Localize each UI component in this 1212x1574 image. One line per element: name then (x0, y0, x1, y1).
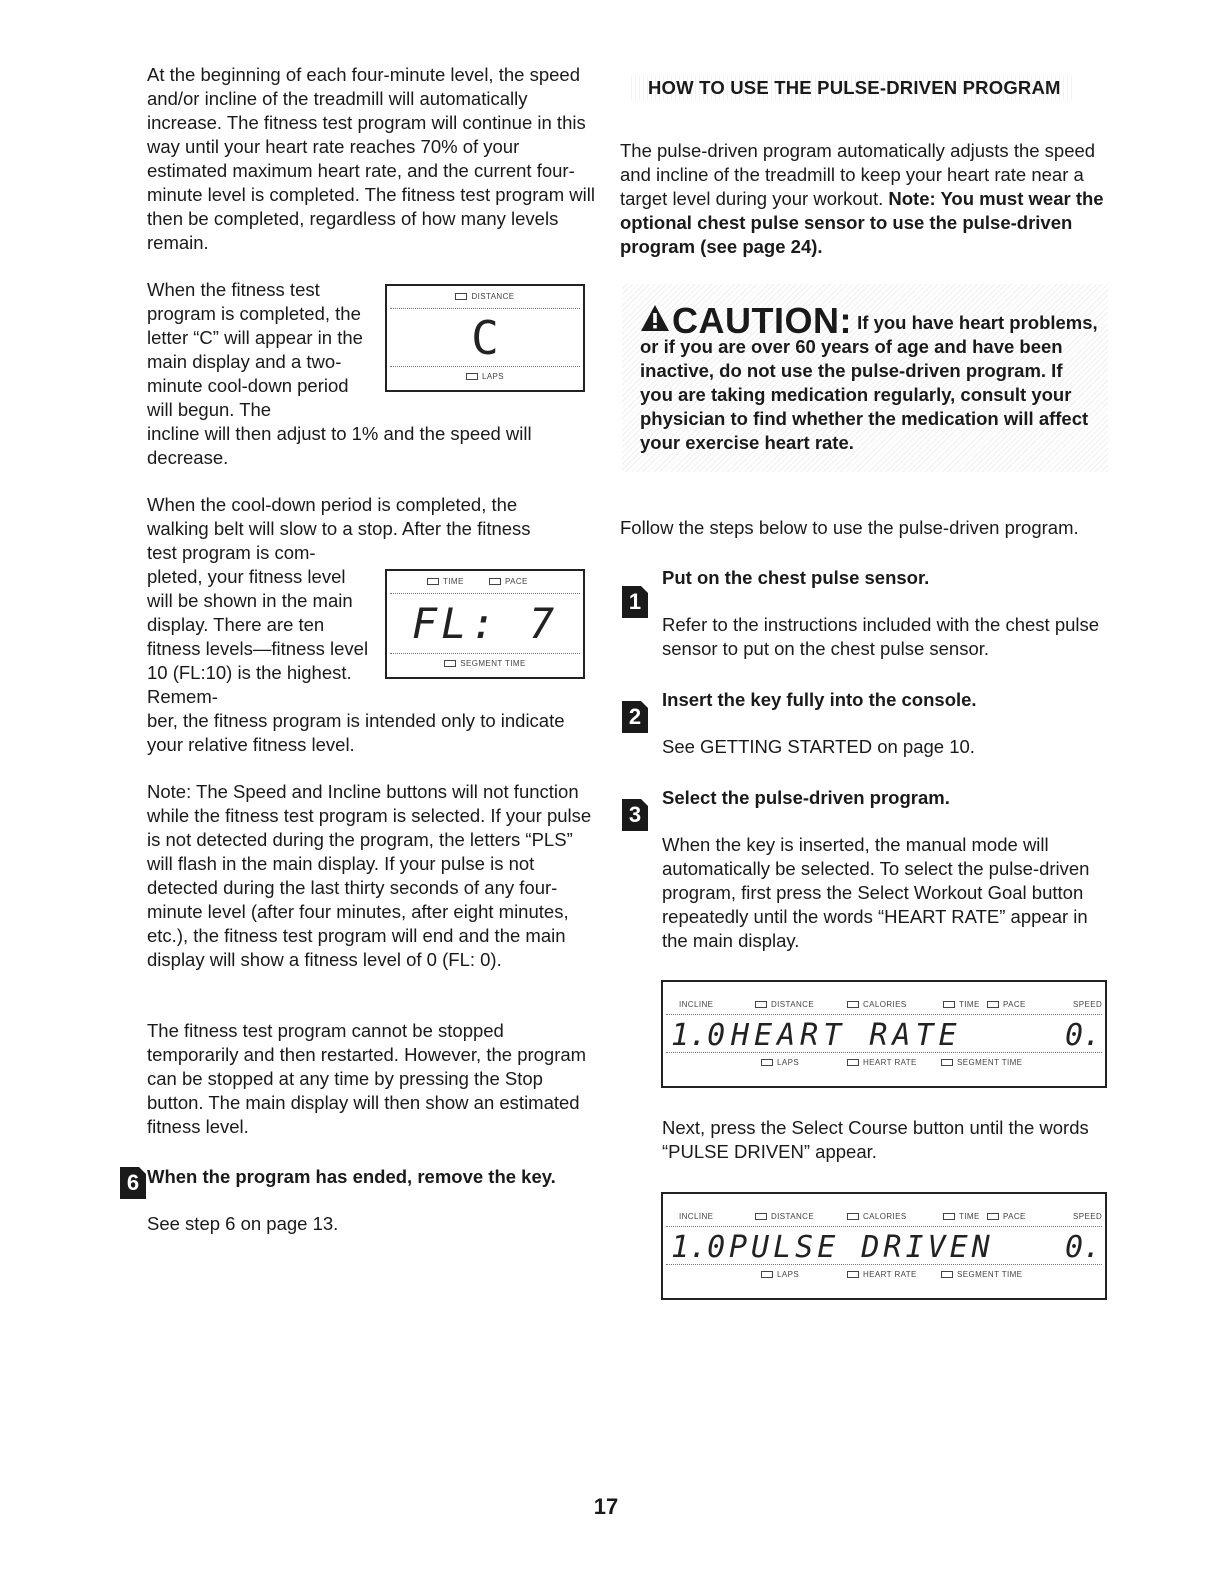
display-label-distance (755, 1212, 814, 1221)
indicator-icon (847, 1059, 859, 1066)
indicator-icon (943, 1213, 955, 1220)
label-text: TIME (959, 1000, 980, 1009)
follow-steps-text: Follow the steps below to use the pulse-driven program. (620, 517, 1079, 538)
paragraph-note-buttons: Note: The Speed and Incline buttons will not function while the fitness test program is selected. If your pulse is not detected during the program, the letters “PLS” will flash in the main display. If your pulse is not detected during the last thirty seconds of any four-minute level (after four minutes, after eight minutes, etc.), the fitness test program will end and the main display will show a fitness level of 0 (FL: 0). (147, 781, 592, 970)
label-text: SPEED (1073, 1000, 1103, 1009)
display-incline-digits: 1.0 (671, 1230, 726, 1265)
indicator-icon (761, 1271, 773, 1278)
label-text: SPEED (1073, 1212, 1103, 1221)
step-3-body: When the key is inserted, the manual mode will automatically be selected. To select the pulse-driven program, first press the Select Workout Goal button repeatedly until the words “HEART RATE” appear in the main display. (662, 834, 1090, 951)
label-text: INCLINE (679, 1212, 714, 1221)
label-text: HEART RATE (863, 1270, 917, 1279)
paragraph-fitness-level-end: ber, the fitness program is intended only to indicate your relative fitness level. (147, 710, 565, 755)
intro-text: The pulse-driven program automatically adjusts the speed and incline of the treadmill to keep your heart rate near a target level during your workout. (620, 140, 1096, 209)
display-incline-digits: 1.0 (671, 1018, 726, 1053)
section-title (628, 76, 1074, 100)
caution-body: If you have heart problems, or if you are over 60 years of age and have been inactive, do not use the pulse-driven program. If you are taking medication regularly, consult your physician to find whether the medication will affect your exercise heart rate. (640, 312, 1098, 453)
step-6-title: When the program has ended, remove the key. (147, 1166, 556, 1187)
next-select-course-text: Next, press the Select Course button until the words “PULSE DRIVEN” appear. (662, 1117, 1089, 1162)
display-speed-digit: 0. (1065, 1018, 1102, 1053)
indicator-icon (847, 1271, 859, 1278)
display-label-distance (755, 1000, 814, 1009)
display-main-readout: HEART RATE (731, 1018, 962, 1053)
display-label-segment-time (941, 1270, 1022, 1279)
step-2-badge: 2 (622, 701, 648, 733)
indicator-icon (755, 1213, 767, 1220)
label-text: SEGMENT TIME (957, 1270, 1023, 1279)
label-text: PACE (505, 577, 528, 586)
display-speed-digit: 0. (1065, 1230, 1102, 1265)
indicator-icon (847, 1001, 859, 1008)
paragraph-stop-program: The fitness test program cannot be stopped temporarily and then restarted. However, the program can be stopped at any time by pressing the Stop button. The main display will then show an estimated fitness level. (147, 1020, 587, 1137)
label-text: LAPS (777, 1270, 800, 1279)
label-text: SEGMENT TIME (957, 1058, 1023, 1067)
indicator-icon (941, 1271, 953, 1278)
step-3-badge: 3 (622, 799, 648, 831)
display-label-speed (1073, 1000, 1102, 1009)
display-label-laps (761, 1058, 799, 1067)
display-fitness-level (385, 569, 585, 679)
paragraph-level-increase: At the beginning of each four-minute level, the speed and/or incline of the treadmill will automatically increase. The fitness test program will continue in this way until your heart rate reaches 70% of your estimated maximum heart rate, and the current four-minute level is completed. The fitness test program will then be completed, regardless of how many levels remain. (147, 64, 595, 253)
step-1-body: Refer to the instructions included with the chest pulse sensor to put on the chest pulse sensor. (662, 614, 1100, 659)
display-label-laps (387, 372, 583, 381)
display-label-incline (679, 1212, 713, 1221)
step-6-body: See step 6 on page 13. (147, 1213, 339, 1234)
display-main-readout: PULSE DRIVEN (729, 1230, 994, 1265)
display-label-pace (489, 577, 528, 586)
caution-heading: CAUTION: (672, 300, 852, 341)
section-title-text: HOW TO USE THE PULSE-DRIVEN PROGRAM (648, 77, 1061, 98)
display-label-heart-rate (847, 1270, 917, 1279)
step-3-title: Select the pulse-driven program. (662, 787, 950, 808)
display-main-readout: FL: 7 (411, 599, 559, 648)
label-text: HEART RATE (863, 1058, 917, 1067)
label-text: DISTANCE (771, 1212, 815, 1221)
label-text: SEGMENT TIME (460, 659, 526, 668)
label-text: LAPS (481, 372, 505, 381)
display-cooldown-c (385, 284, 585, 392)
step-2-title: Insert the key fully into the console. (662, 689, 977, 710)
display-label-speed (1073, 1212, 1102, 1221)
label-text: DISTANCE (771, 1000, 815, 1009)
display-label-calories (847, 1000, 907, 1009)
display-label-segment-time (941, 1058, 1022, 1067)
display-label-calories (847, 1212, 907, 1221)
step-1-badge: 1 (622, 586, 648, 618)
display-label-pace (987, 1000, 1026, 1009)
paragraph-cooldown-wrapped: When the fitness test program is completed, the letter “C” will appear in the main display and a two-minute cool-down period will begun. The (147, 279, 363, 420)
label-text: TIME (959, 1212, 980, 1221)
display-label-time (427, 577, 464, 586)
indicator-icon (941, 1059, 953, 1066)
label-text: DISTANCE (471, 292, 515, 301)
indicator-icon (987, 1001, 999, 1008)
label-text: LAPS (777, 1058, 800, 1067)
display-label-heart-rate (847, 1058, 917, 1067)
paragraph-fitness-level-top: When the cool-down period is completed, the walking belt will slow to a stop. After the fitness test program is com- (147, 494, 531, 563)
step-2-body: See GETTING STARTED on page 10. (662, 736, 975, 757)
label-text: INCLINE (679, 1000, 714, 1009)
display-pulse-driven (661, 1192, 1107, 1300)
display-label-time (943, 1212, 980, 1221)
label-text: PACE (1003, 1212, 1026, 1221)
indicator-icon (427, 578, 439, 585)
display-label-laps (761, 1270, 799, 1279)
label-text: PACE (1003, 1000, 1026, 1009)
display-heart-rate (661, 980, 1107, 1088)
step-1-title: Put on the chest pulse sensor. (662, 567, 930, 588)
display-label-distance (387, 292, 583, 301)
paragraph-fitness-level-wrapped: pleted, your fitness level will be shown in the main display. There are ten fitness levels—fitness level 10 (FL:10) is the highest. Remem- (147, 566, 369, 707)
paragraph-cooldown-incline: incline will then adjust to 1% and the speed will decrease. (147, 423, 532, 468)
intro-paragraph (620, 139, 1110, 259)
display-label-time (943, 1000, 980, 1009)
warning-triangle-icon (640, 304, 670, 332)
step-6-badge: 6 (120, 1167, 146, 1199)
display-label-incline (679, 1000, 713, 1009)
indicator-icon (847, 1213, 859, 1220)
indicator-icon (466, 373, 478, 380)
display-main-readout: C (471, 311, 499, 365)
indicator-icon (455, 293, 467, 300)
indicator-icon (489, 578, 501, 585)
caution-box (622, 284, 1108, 472)
intro-note-bold: Note: You must wear the optional chest pulse sensor to use the pulse-driven program (see page 24). (620, 188, 1104, 257)
indicator-icon (755, 1001, 767, 1008)
label-text: CALORIES (863, 1000, 907, 1009)
indicator-icon (444, 660, 456, 667)
display-label-segment-time (387, 659, 583, 668)
label-text: CALORIES (863, 1212, 907, 1221)
indicator-icon (943, 1001, 955, 1008)
page-number: 17 (593, 1494, 619, 1519)
label-text: TIME (443, 577, 464, 586)
caution-text (640, 300, 1100, 455)
indicator-icon (987, 1213, 999, 1220)
indicator-icon (761, 1059, 773, 1066)
display-label-pace (987, 1212, 1026, 1221)
